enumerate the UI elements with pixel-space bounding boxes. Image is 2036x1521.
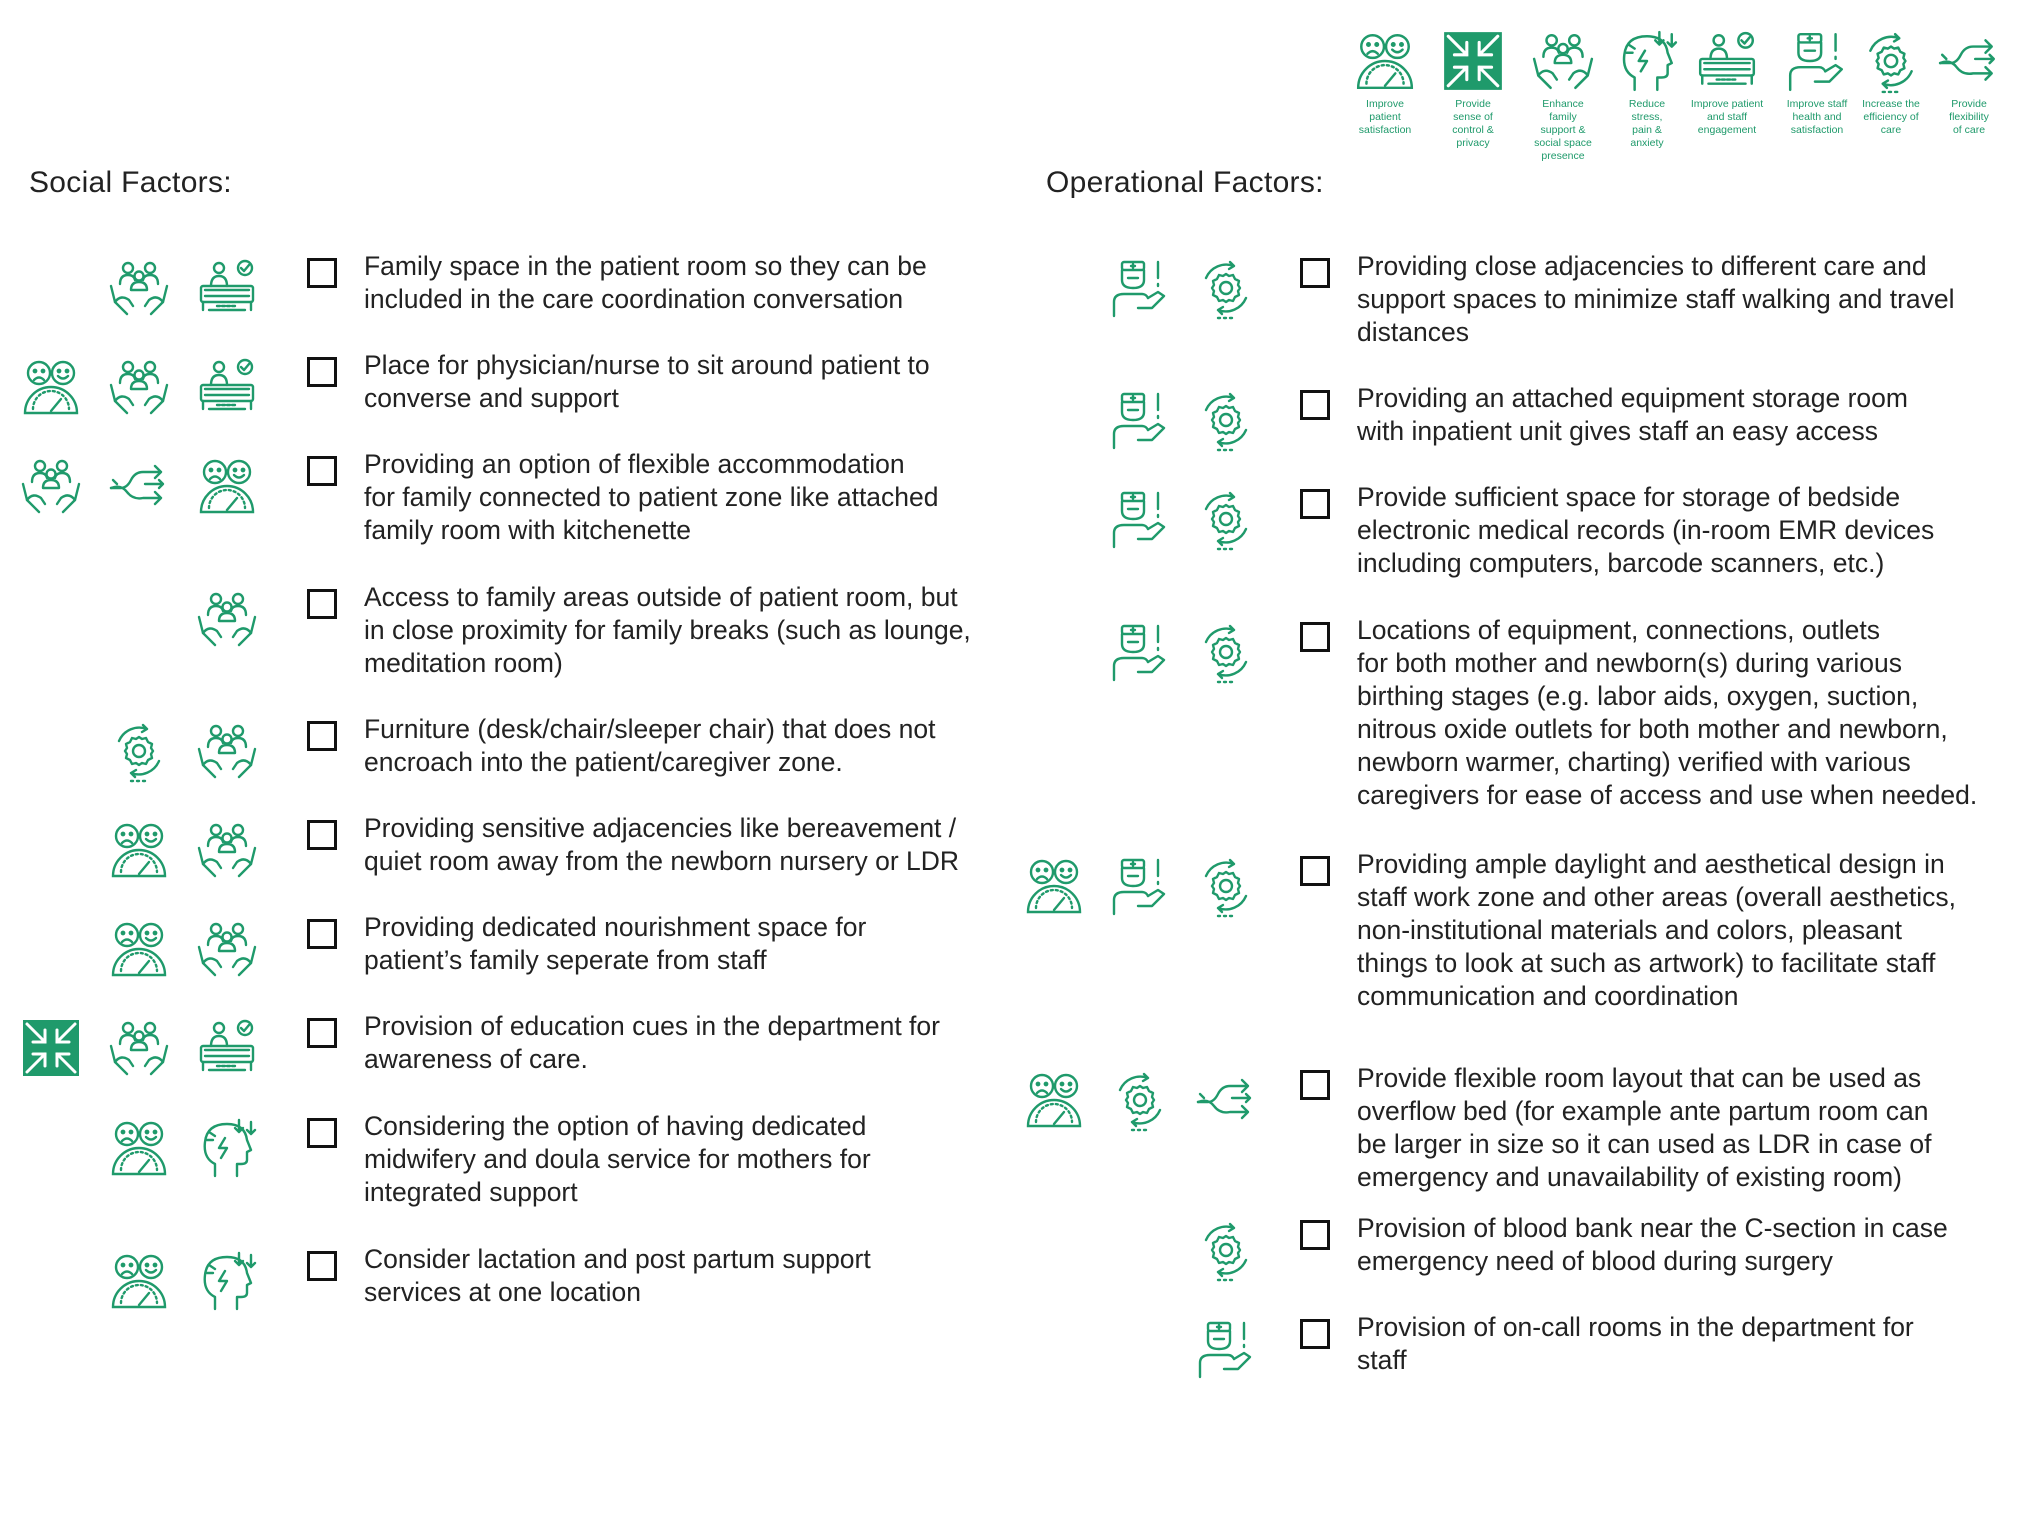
item-checkbox[interactable]: [307, 919, 337, 949]
item-text: Provision of on-call rooms in the department for staff: [1357, 1312, 1914, 1375]
efficiency-gear-icon: [1194, 854, 1258, 918]
control-privacy-icon: [1440, 28, 1506, 94]
staff-health-icon: [1108, 620, 1172, 684]
item-text: Providing sensitive adjacencies like bereavement / quiet room away from the newborn nursery or LDR: [364, 813, 960, 876]
legend-label: Enhance family support & social space presence: [1534, 98, 1592, 162]
legend-label: Improve patient and staff engagement: [1690, 98, 1764, 136]
item-text: Provide flexible room layout that can be used as overflow bed (for example ante partum room can be larger in size so it can used as LDR in case of emergency and unavailability of existing room): [1357, 1063, 1932, 1192]
item-checkbox[interactable]: [1300, 1070, 1330, 1100]
item-checkbox[interactable]: [1300, 489, 1330, 519]
stress-head-icon: [195, 1249, 259, 1313]
family-support-icon: [195, 719, 259, 783]
legend-item: [1846, 28, 1936, 137]
item-checkbox[interactable]: [307, 357, 337, 387]
satisfaction-icon: [1352, 28, 1418, 94]
family-support-icon: [195, 818, 259, 882]
engagement-icon: [195, 256, 259, 320]
efficiency-gear-icon: [1194, 1218, 1258, 1282]
engagement-icon: [195, 1016, 259, 1080]
efficiency-gear-icon: [1194, 487, 1258, 551]
family-support-icon: [107, 256, 171, 320]
stress-head-icon: [195, 1116, 259, 1180]
staff-health-icon: [1194, 1317, 1258, 1381]
satisfaction-icon: [107, 1249, 171, 1313]
flexibility-arrows-icon: [1936, 28, 2002, 94]
operational-factors-title: Operational Factors:: [1046, 166, 1324, 199]
staff-health-icon: [1108, 388, 1172, 452]
social-factors-title: Social Factors:: [29, 166, 232, 199]
item-checkbox[interactable]: [307, 1251, 337, 1281]
satisfaction-icon: [107, 917, 171, 981]
item-checkbox[interactable]: [307, 1018, 337, 1048]
item-checkbox[interactable]: [1300, 1220, 1330, 1250]
item-text: Providing ample daylight and aesthetical design in staff work zone and other areas (overall aesthetics, non-institutional materials and colors, pleasant things to look at such as artwork) to facilitate staff communication and coordination: [1357, 849, 1957, 1011]
satisfaction-icon: [1022, 1068, 1086, 1132]
item-checkbox[interactable]: [307, 258, 337, 288]
item-checkbox[interactable]: [307, 456, 337, 486]
legend-item: [1682, 28, 1772, 137]
item-checkbox[interactable]: [307, 820, 337, 850]
legend-label: Increase the efficiency of care: [1862, 98, 1920, 136]
legend-label: Improve patient satisfaction: [1358, 98, 1412, 136]
family-support-icon: [195, 587, 259, 651]
legend-item: [1602, 28, 1692, 150]
satisfaction-icon: [19, 355, 83, 419]
item-checkbox[interactable]: [1300, 856, 1330, 886]
legend: [1340, 28, 2030, 168]
satisfaction-icon: [1022, 854, 1086, 918]
staff-health-icon: [1108, 256, 1172, 320]
family-support-icon: [195, 917, 259, 981]
legend-label: Provide flexibility of care: [1949, 98, 1989, 136]
efficiency-gear-icon: [1858, 28, 1924, 94]
legend-label: Improve staff health and satisfaction: [1786, 98, 1848, 136]
satisfaction-icon: [107, 1116, 171, 1180]
item-checkbox[interactable]: [307, 589, 337, 619]
staff-health-icon: [1108, 487, 1172, 551]
family-support-icon: [1530, 28, 1596, 94]
legend-item: [1924, 28, 2014, 137]
item-checkbox[interactable]: [1300, 1319, 1330, 1349]
staff-health-icon: [1108, 854, 1172, 918]
satisfaction-icon: [195, 454, 259, 518]
stress-head-icon: [1614, 28, 1680, 94]
legend-item: [1340, 28, 1430, 137]
family-support-icon: [107, 1016, 171, 1080]
efficiency-gear-icon: [1194, 620, 1258, 684]
flexibility-arrows-icon: [107, 454, 171, 518]
efficiency-gear-icon: [107, 719, 171, 783]
item-text: Considering the option of having dedicated midwifery and doula service for mothers for integrated support: [364, 1111, 871, 1207]
efficiency-gear-icon: [1108, 1068, 1172, 1132]
item-checkbox[interactable]: [1300, 390, 1330, 420]
satisfaction-icon: [107, 818, 171, 882]
item-checkbox[interactable]: [307, 1118, 337, 1148]
efficiency-gear-icon: [1194, 256, 1258, 320]
item-text: Furniture (desk/chair/sleeper chair) that does not encroach into the patient/caregiver zone.: [364, 714, 936, 777]
item-checkbox[interactable]: [307, 721, 337, 751]
staff-health-icon: [1784, 28, 1850, 94]
item-text: Locations of equipment, connections, outlets for both mother and newborn(s) during various birthing stages (e.g. labor aids, oxygen, suction, nitrous oxide outlets for both mother and newborn, newborn warmer, charting) verified with various caregivers for ease of access and use when needed.: [1357, 615, 1978, 810]
item-text: Providing an option of flexible accommodation for family connected to patient zone like attached family room with kitchenette: [364, 449, 939, 545]
item-text: Providing an attached equipment storage room with inpatient unit gives staff an easy access: [1357, 383, 1908, 446]
item-text: Provision of blood bank near the C-section in case emergency need of blood during surgery: [1357, 1213, 1948, 1276]
family-support-icon: [19, 454, 83, 518]
family-support-icon: [107, 355, 171, 419]
item-checkbox[interactable]: [1300, 258, 1330, 288]
legend-label: Provide sense of control & privacy: [1452, 98, 1494, 149]
engagement-icon: [1694, 28, 1760, 94]
legend-item: [1518, 28, 1608, 163]
legend-item: [1428, 28, 1518, 150]
item-text: Access to family areas outside of patient room, but in close proximity for family breaks (such as lounge, meditation room): [364, 582, 971, 678]
flexibility-arrows-icon: [1194, 1068, 1258, 1132]
item-text: Provision of education cues in the department for awareness of care.: [364, 1011, 940, 1074]
engagement-icon: [195, 355, 259, 419]
item-text: Consider lactation and post partum support services at one location: [364, 1244, 871, 1307]
item-text: Family space in the patient room so they can be included in the care coordination conversation: [364, 251, 927, 314]
item-text: Place for physician/nurse to sit around patient to converse and support: [364, 350, 930, 413]
item-text: Provide sufficient space for storage of bedside electronic medical records (in-room EMR devices including computers, barcode scanners, etc.): [1357, 482, 1935, 578]
efficiency-gear-icon: [1194, 388, 1258, 452]
control-privacy-icon: [19, 1016, 83, 1080]
item-text: Providing close adjacencies to different care and support spaces to minimize staff walking and travel distances: [1357, 251, 1955, 347]
item-checkbox[interactable]: [1300, 622, 1330, 652]
item-text: Providing dedicated nourishment space for patient’s family seperate from staff: [364, 912, 867, 975]
legend-label: Reduce stress, pain & anxiety: [1628, 98, 1666, 149]
